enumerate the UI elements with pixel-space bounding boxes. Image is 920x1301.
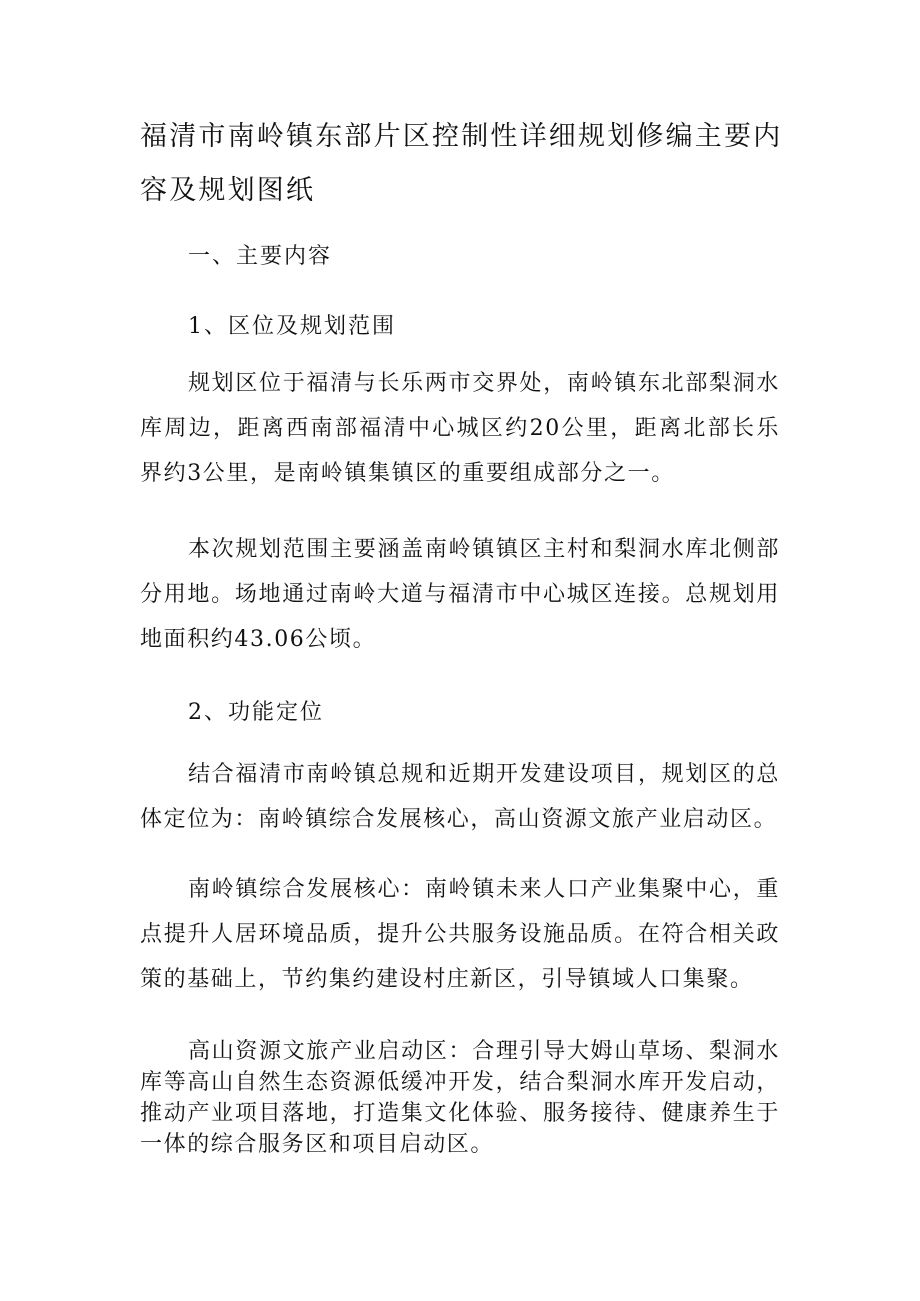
paragraph-development-core: 南岭镇综合发展核心：南岭镇未来人口产业集聚中心，重点提升人居环境品质，提升公共服务设施品质。在符合相关政策的基础上，节约集约建设村庄新区，引导镇域人口集聚。 — [140, 877, 780, 992]
paragraph-tourism-zone: 高山资源文旅产业启动区：合理引导大姆山草场、梨洞水库等高山自然生态资源低缓冲开发，结合梨洞水库开发启动，推动产业项目落地，打造集文化体验、服务接待、健康养生于一体的综合服务区和项目启动区。 — [140, 1039, 780, 1157]
subsection-heading-location-scope: 1、区位及规划范围 — [188, 314, 396, 339]
subsection-heading-function-positioning: 2、功能定位 — [188, 700, 324, 725]
document-title: 福清市南岭镇东部片区控制性详细规划修编主要内容及规划图纸 — [140, 121, 783, 206]
paragraph-positioning: 结合福清市南岭镇总规和近期开发建设项目，规划区的总体定位为：南岭镇综合发展核心，高山资源文旅产业启动区。 — [140, 762, 780, 832]
section-heading-main-content: 一、主要内容 — [188, 244, 333, 269]
paragraph-location: 规划区位于福清与长乐两市交界处，南岭镇东北部梨洞水库周边，距离西南部福清中心城区约20公里，距离北部长乐界约3公里，是南岭镇集镇区的重要组成部分之一。 — [140, 371, 780, 486]
paragraph-planning-scope: 本次规划范围主要涵盖南岭镇镇区主村和梨洞水库北侧部分用地。场地通过南岭大道与福清市中心城区连接。总规划用地面积约43.06公顷。 — [140, 537, 780, 652]
